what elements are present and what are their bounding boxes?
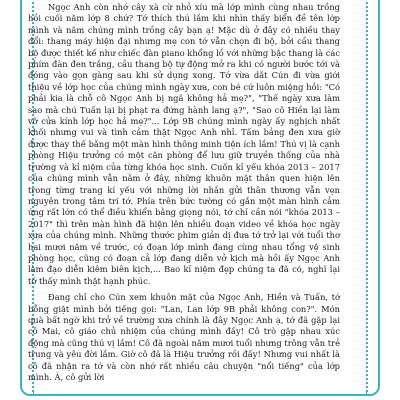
letter-body xyxy=(28,2,340,383)
paragraph-2: Đang chỉ cho Cún xem khuôn mặt của Ngọc Anh, Hiền và Tuấn, tớ bỗng giật mình bởi tiếng gọi: "Lan, Lan lớp 9B phải không con?". Món quà bất ngờ khi trở về trường xưa chính là đây Ngọc Anh ạ, tớ đã gặp lại cô Mai, cô giáo chủ nhiệm của chúng mình đấy! Cô trò gặp nhau xúc động mà cũng thú vị lắm! Cô đã ngoài năm mươi tuổi nhưng trông vẫn trẻ trung và yêu đời lắm. Giờ cô đã là Hiệu trưởng rồi đấy! Nhưng vui nhất là cô đã nhận ra tớ và còn nhớ rất nhiều câu chuyện "nổi tiếng" của lớp mình. À, cô gửi lời xyxy=(28,292,340,382)
paragraph-1: Ngọc Anh còn nhớ cây xà cừ nhỏ xíu mà lớp mình cùng nhau trồng hồi cuối năm lớp 8 chứ? Tớ thích thú lắm khi nhìn thấy biển đề tên lớp mình và năm chúng mình trồng cây bạn ạ! Mặc dù ở đây có nhiều thay đổi: thang máy hiện đại nhưng mẹ con tớ vẫn chọn đi bộ, bởi cầu thang bộ được thiết kế như chiếc đàn piano khổng lồ với những bậc thang là các phím đàn đen trắng, cầu thang bộ tự động mở ra khi có người bước tới và đóng vào gọn gàng sau khi sử dụng xong. Tớ vừa dắt Cún đi vừa giới thiệu về lớp học của chúng mình ngày xưa, con bé cứ luôn miệng hỏi: "Có phải kia là chỗ cô Ngọc Anh bị ngã không hả mẹ?", "Thế ngày xưa làm sao mà chú Tuấn lại bị phạt ra đứng hành lang ạ?", "Sao cô Hiền lại làm vỡ cửa kính lớp học hả mẹ?"... Lớp 9B chúng mình ngày ấy nghịch nhất khối nhưng vui và tình cảm thật Ngọc Anh nhỉ. Tấm bảng đen xưa giờ được thay thế bằng một màn hình thông minh tiện ích lắm! Thú vị là cạnh phòng Hiệu trưởng có một căn phòng để lưu giữ truyền thống của nhà trường và kỉ niệm của từng khóa học sinh. Cuốn kỉ yếu khóa 2013 – 2017 của chúng mình vẫn nằm ở đây, những khuôn mặt thân quen hiện lên trong từng trang kí yếu với những lời nhắn gửi thân thương vẫn vẹn nguyên trong tâm trí tớ. Phía trên bức tường có gắn một màn hình cảm ứng rất lớn có thể điều khiển bằng giọng nói, tớ chỉ cần nói "khóa 2013 – 2017" thì trên màn hình đã hiện lên nhiều đoạn video về khóa học ngày xưa của chúng mình. Những thước phim giản dị đưa tớ trở lại với tuổi thơ hai mươi năm về trước, có đoạn lớp mình đang cùng nhau tổng vệ sinh phòng học, cũng có đoạn cả lớp đang diễn vở kịch mà hồi ấy Ngọc Anh làm đạo diễn kiêm biên kịch,... Bao kỉ niệm đẹp chúng ta đã có, nghĩ lại tớ thấy mình thật hạnh phúc. xyxy=(28,2,340,286)
